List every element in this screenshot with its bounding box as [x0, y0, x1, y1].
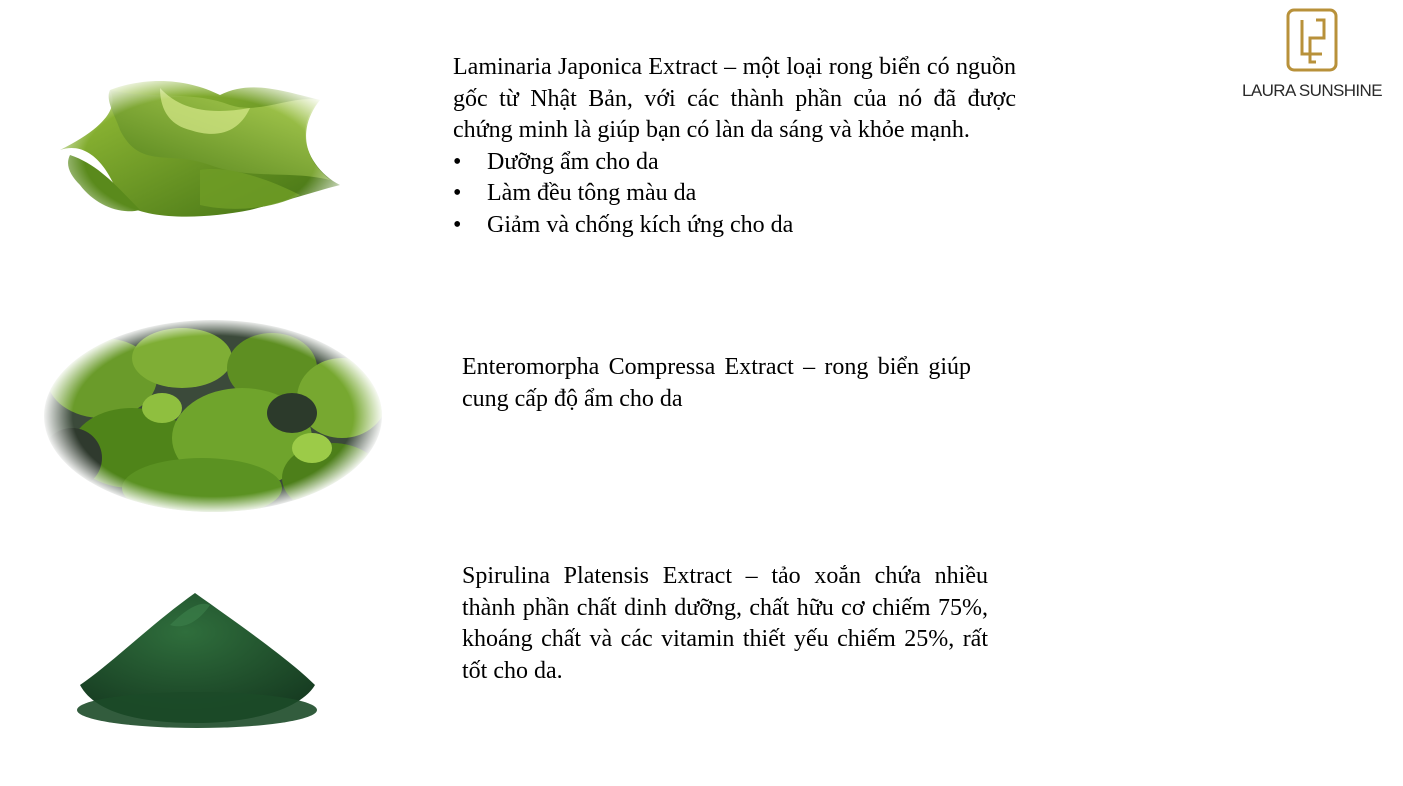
brand-name: LAURA SUNSHINE — [1242, 81, 1382, 100]
spirulina-powder-image — [70, 585, 325, 730]
bullet-icon: • — [453, 180, 462, 206]
bullet-icon: • — [453, 211, 462, 238]
spirulina-paragraph: Spirulina Platensis Extract – tảo xoắn chứa nhiều thành phần chất dinh dưỡng, chất hữu cơ chiếm 75%, khoáng chất và các vitamin thiết yếu chiếm 25%, rất tốt cho da. — [462, 563, 988, 684]
list-item: • Giảm và chống kích ứng cho da — [453, 210, 1016, 242]
spirulina-description — [462, 561, 988, 687]
laura-sunshine-logo-icon — [1232, 8, 1392, 78]
list-item: • Dưỡng ẩm cho da — [453, 147, 1016, 179]
laminaria-benefits-list — [453, 147, 1016, 242]
list-item: • Làm đều tông màu da — [453, 178, 1016, 210]
laminaria-description — [453, 52, 1016, 241]
enteromorpha-paragraph: Enteromorpha Compressa Extract – rong biển giúp cung cấp độ ẩm cho da — [462, 354, 971, 412]
kelp-leaf-image — [50, 70, 350, 230]
bullet-icon: • — [453, 148, 462, 175]
brand-logo — [1232, 8, 1392, 106]
green-moss-seaweed-image — [42, 318, 384, 514]
laminaria-paragraph: Laminaria Japonica Extract – một loại rong biển có nguồn gốc từ Nhật Bản, với các thành phần của nó đã được chứng minh là giúp bạn có làn da sáng và khỏe mạnh. — [453, 54, 1016, 143]
enteromorpha-description — [462, 352, 971, 415]
